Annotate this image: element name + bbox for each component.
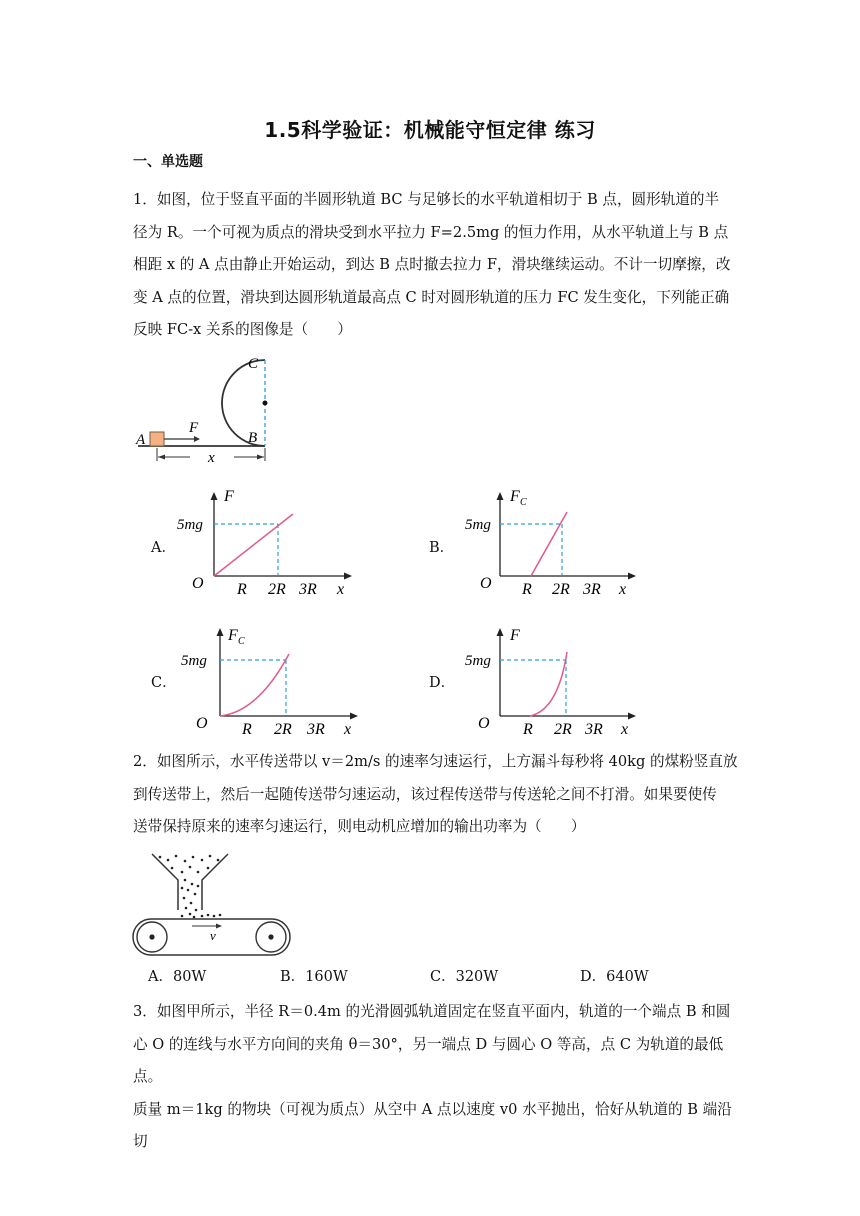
point-b-label: B xyxy=(248,430,258,446)
option-a-xtick-r: R xyxy=(237,581,247,598)
q3-line-1: 3．如图甲所示，半径 R＝0.4m 的光滑圆弧轨道固定在竖直平面内，轨道的一个端点 B 和圆 xyxy=(133,1003,731,1020)
option-d-ylabel: F xyxy=(510,627,520,644)
option-d-xtick-r: R xyxy=(523,721,533,738)
option-b-xlabel: x xyxy=(619,581,627,598)
option-a-curve xyxy=(214,514,293,576)
q1-line-5: 反映 FC-x 关系的图像是（ ） xyxy=(133,321,352,338)
option-d-origin: O xyxy=(478,715,490,732)
option-d-curve xyxy=(530,652,567,716)
option-d-ytick: 5mg xyxy=(465,653,491,669)
option-b-graph xyxy=(462,484,652,604)
q1-track-figure xyxy=(130,350,330,465)
option-d-xtick-3r: 3R xyxy=(585,721,603,738)
question-2-text xyxy=(133,746,743,844)
question-3-text xyxy=(133,996,743,1159)
option-b-xtick-r: R xyxy=(522,581,532,598)
q2-choice-d[interactable]: D．640W xyxy=(580,969,649,985)
q2-line-1: 2．如图所示，水平传送带以 v＝2m/s 的速率匀速运行，上方漏斗每秒将 40kg 的煤粉竖直放 xyxy=(133,753,738,770)
q2-line-3: 送带保持原来的速率匀速运行，则电动机应增加的输出功率为（ ） xyxy=(133,818,586,835)
option-d-xtick-2r: 2R xyxy=(554,721,572,738)
question-1-text xyxy=(133,184,743,347)
point-a-label: A xyxy=(136,432,146,448)
force-f-label: F xyxy=(189,420,199,436)
option-c-ylabel: F xyxy=(228,627,238,644)
option-d-label: D． xyxy=(429,675,456,691)
point-c-label: C xyxy=(248,356,259,372)
option-c-origin: O xyxy=(196,715,208,732)
q2-line-2: 到传送带上，然后一起随传送带匀速运动，该过程传送带与传送轮之间不打滑。如果要使传 xyxy=(133,785,717,803)
q3-line-3: 质量 m＝1kg 的物块（可视为质点）从空中 A 点以速度 v0 水平抛出，恰好从轨道的 B 端沿切 xyxy=(133,1100,732,1150)
option-c-curve xyxy=(220,654,289,716)
option-a-origin: O xyxy=(192,575,204,592)
option-d-graph xyxy=(462,620,652,740)
option-b-ylabel: F xyxy=(510,488,520,505)
option-b-xtick-3r: 3R xyxy=(583,581,601,598)
option-a-xlabel: x xyxy=(337,581,345,598)
option-a-label: A． xyxy=(151,540,176,556)
option-b-origin: O xyxy=(480,575,492,592)
option-a-graph xyxy=(172,484,362,604)
option-c-xtick-r: R xyxy=(242,721,252,738)
option-b-label: B． xyxy=(429,540,455,556)
page-title: 1.5科学验证：机械能守恒定律 练习 xyxy=(264,118,596,142)
option-c-ytick: 5mg xyxy=(181,653,207,669)
q1-line-3: 相距 x 的 A 点由静止开始运动，到达 B 点时撤去拉力 F，滑块继续运动。不计一切摩擦，改 xyxy=(133,256,731,273)
option-c-xtick-3r: 3R xyxy=(307,721,325,738)
option-a-xtick-3r: 3R xyxy=(299,581,317,598)
q3-line-2: 心 O 的连线与水平方向间的夹角 θ＝30°，另一端点 D 与圆心 O 等高，点 C 为轨道的最低点。 xyxy=(133,1035,724,1085)
option-b-ylabel-sub: C xyxy=(520,497,527,508)
q2-conveyor-figure xyxy=(130,848,295,958)
option-c-xlabel: x xyxy=(344,721,352,738)
option-a-ytick: 5mg xyxy=(177,517,203,533)
q1-line-2: 径为 R。一个可视为质点的滑块受到水平拉力 F=2.5mg 的恒力作用，从水平轨道上与 B 点 xyxy=(133,223,729,241)
option-a-xtick-2r: 2R xyxy=(268,581,286,598)
distance-x-label: x xyxy=(208,450,215,465)
q1-line-1: 1．如图，位于竖直平面的半圆形轨道 BC 与足够长的水平轨道相切于 B 点，圆形轨道的半 xyxy=(133,191,720,208)
q2-choice-a[interactable]: A．80W xyxy=(148,969,207,985)
option-c-label: C． xyxy=(151,675,177,691)
q2-choice-c[interactable]: C．320W xyxy=(430,969,499,985)
q1-line-4: 变 A 点的位置，滑块到达圆形轨道最高点 C 时对圆形轨道的压力 FC 发生变化，下列能正确 xyxy=(133,288,730,306)
option-b-ytick: 5mg xyxy=(465,517,491,533)
option-c-ylabel-sub: C xyxy=(238,636,245,647)
option-c-graph xyxy=(178,620,368,740)
option-a-ylabel: F xyxy=(224,488,234,505)
option-d-xlabel: x xyxy=(621,721,629,738)
section-heading: 一、单选题 xyxy=(133,154,203,170)
option-c-xtick-2r: 2R xyxy=(274,721,292,738)
q2-choice-b[interactable]: B．160W xyxy=(280,969,348,985)
velocity-v-label: v xyxy=(210,928,216,943)
option-b-xtick-2r: 2R xyxy=(552,581,570,598)
